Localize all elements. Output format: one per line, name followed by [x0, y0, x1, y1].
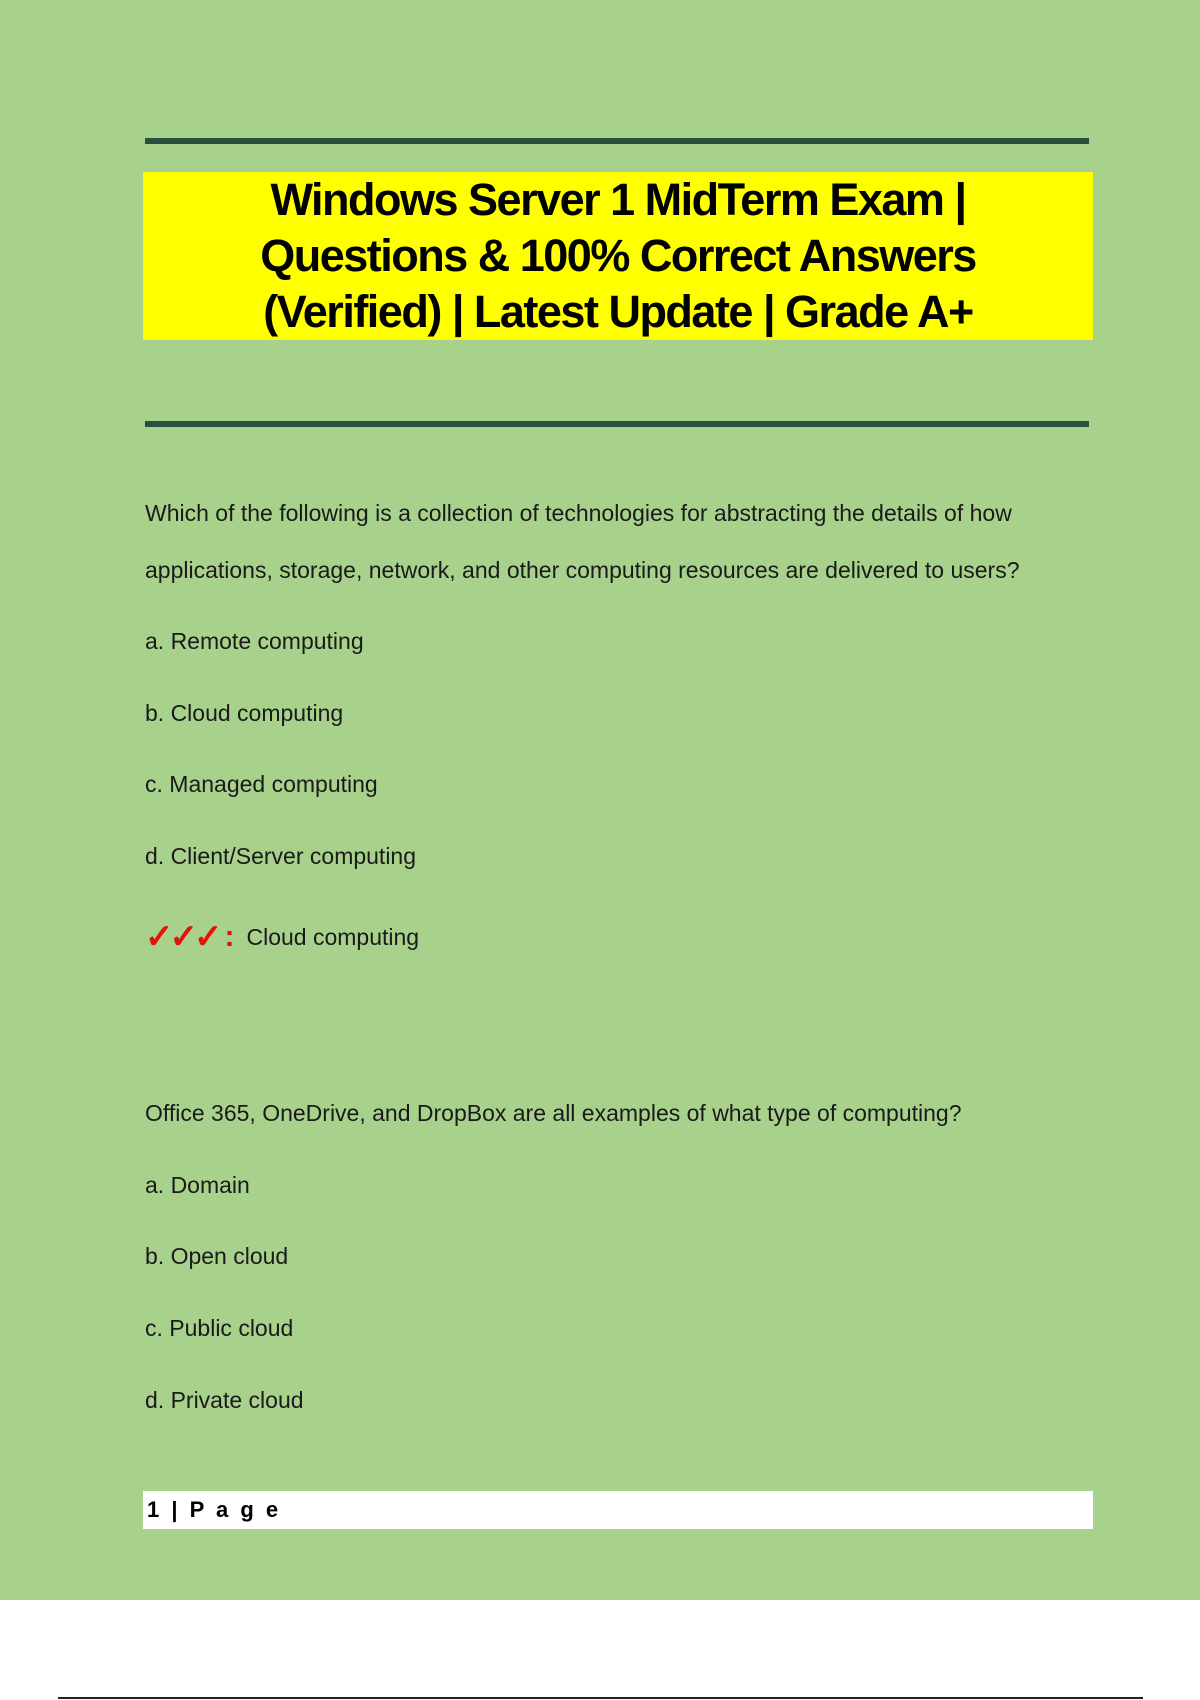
title-line-1: Windows Server 1 MidTerm Exam |	[270, 174, 966, 225]
question-1-option-c: c. Managed computing	[145, 771, 378, 797]
question-1-option-a: a. Remote computing	[145, 628, 364, 654]
title-bottom-divider	[145, 421, 1089, 427]
answer-colon: :	[224, 920, 235, 953]
next-page-divider	[58, 1697, 1143, 1699]
answer-text: Cloud computing	[246, 923, 420, 950]
question-2-option-b: b. Open cloud	[145, 1243, 289, 1269]
question-2-text: Office 365, OneDrive, and DropBox are all examples of what type of computing?	[145, 1100, 962, 1126]
document-title	[260, 172, 976, 340]
question-1-text: Which of the following is a collection of technologies for abstracting the details of how applications, storage, network, and other computing resources are delivered to users?	[145, 500, 1020, 583]
checkmarks-icon: ✓✓✓	[145, 918, 219, 956]
question-1-answer	[145, 920, 419, 954]
title-line-2: Questions & 100% Correct Answers	[260, 230, 976, 281]
page-footer	[143, 1491, 1093, 1529]
page-number: 1 | P a g e	[147, 1497, 282, 1522]
top-divider	[145, 138, 1089, 144]
question-1-option-b: b. Cloud computing	[145, 700, 344, 726]
question-1-option-d: d. Client/Server computing	[145, 843, 417, 869]
question-2-option-d: d. Private cloud	[145, 1387, 304, 1413]
question-2-option-c: c. Public cloud	[145, 1315, 294, 1341]
title-line-3: (Verified) | Latest Update | Grade A+	[263, 286, 973, 337]
title-banner	[143, 172, 1093, 340]
question-2-option-a: a. Domain	[145, 1172, 250, 1198]
